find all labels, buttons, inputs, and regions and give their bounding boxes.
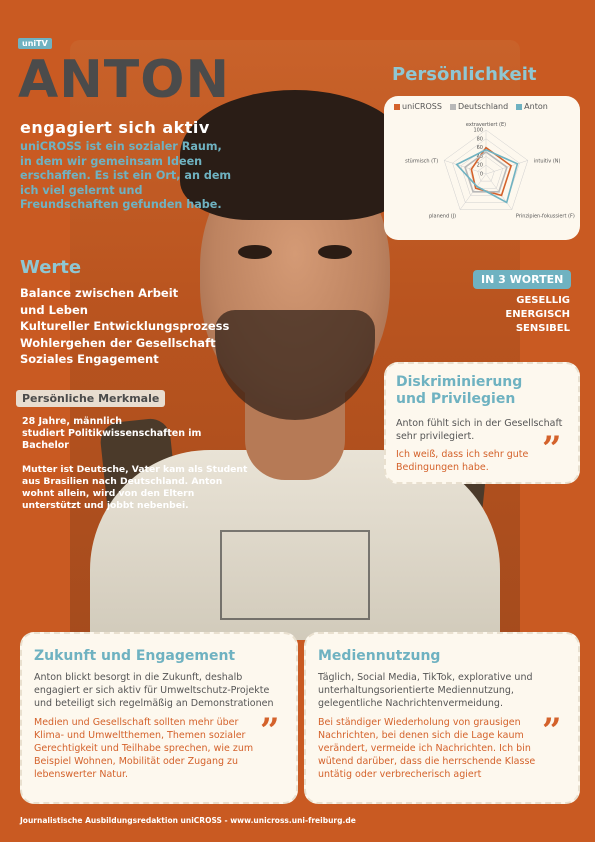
legend-item-deutschland: Deutschland <box>450 102 508 111</box>
merkmale-heading: Persönliche Merkmale <box>16 390 165 407</box>
werte-item: Wohlergehen der Gesellschaft <box>20 335 216 350</box>
werte-list <box>20 285 229 368</box>
werte-item: Balance zwischen Arbeit <box>20 286 179 300</box>
diskriminierung-text: Anton fühlt sich in der Gesellschaft sehr privilegiert. <box>396 418 563 442</box>
tick-label: 80 <box>476 136 483 143</box>
legend-item-unicross: uniCROSS <box>394 102 442 111</box>
tick-label: 40 <box>476 153 483 160</box>
tick-label: 20 <box>476 162 483 169</box>
word-item: GESELLIG <box>516 295 570 306</box>
axis-label: planend (J) <box>428 213 457 220</box>
werte-item: Soziales Engagement <box>20 352 159 366</box>
merkmale-line: studiert Politikwissenschaften im Bachelor <box>22 428 202 451</box>
merkmale-family: Mutter ist Deutsche, Vater kam als Student aus Brasilien nach Deutschland. Anton wohnt allein, wird von den Eltern unterstützt und jobbt nebenbei. <box>22 464 248 511</box>
tick-label: 0 <box>479 171 483 178</box>
in3worten-heading: IN 3 WORTEN <box>473 270 571 289</box>
brand-logo: uniTV <box>18 38 52 49</box>
merkmale-line: 28 Jahre, männlich <box>22 416 123 427</box>
personality-heading: Persönlichkeit <box>392 64 537 85</box>
zukunft-text: Anton blickt besorgt in die Zukunft, deshalb engagiert er sich aktiv für Umweltschutz-Projekte und beteiligt sich regelmäßig an Demonstrationen <box>34 672 274 709</box>
axis-label: extravertiert (E) <box>465 122 507 128</box>
axis-label: intuitiv (N) <box>533 158 561 165</box>
medien-card <box>304 632 580 804</box>
legend-item-anton: Anton <box>516 102 548 111</box>
word-item: ENERGISCH <box>505 309 570 320</box>
medien-quote: Bei ständiger Wiederholung von grausigen Nachrichten, bei denen sich die Lage kaum verändert, vermeide ich Nachrichten. Ich bin wütend darüber, dass die herrschende Klasse untätig oder verbrecherisch agiert <box>318 717 536 780</box>
werte-heading: Werte <box>20 257 82 278</box>
medien-heading: Mediennutzung <box>318 648 441 664</box>
zukunft-card <box>20 632 298 804</box>
quote-mark-icon: ” <box>260 711 280 751</box>
personality-chart-card <box>384 96 580 240</box>
diskriminierung-heading: Diskriminierung und Privilegien <box>396 374 523 407</box>
tagline: engagiert sich aktiv <box>20 118 210 137</box>
axis-label: stürmisch (T) <box>405 158 439 165</box>
page-title: ANTON <box>18 50 230 110</box>
radar-chart <box>386 112 582 240</box>
word-item: SENSIBEL <box>515 323 570 334</box>
zukunft-heading: Zukunft und Engagement <box>34 648 236 664</box>
merkmale-basic <box>22 416 232 452</box>
diskriminierung-card <box>384 362 580 484</box>
tick-label: 100 <box>473 127 483 134</box>
intro-quote: uniCROSS ist ein sozialer Raum, in dem wir gemeinsam Ideen erschaffen. Es ist ein Ort, an dem ich viel gelernt und Freundschaften gefunden habe. <box>20 140 232 211</box>
zukunft-quote: Medien und Gesellschaft sollten mehr über Klima- und Umweltthemen, Themen sozialer Gerechtigkeit und Teilhabe sprechen, wie zum Beispiel Wohnen, Mobilität oder Zugang zu lebenswerter Natur. <box>34 717 254 780</box>
axis-label: Prinzipien-fokussiert (F) <box>515 213 575 220</box>
diskriminierung-quote: Ich weiß, dass ich sehr gute Bedingungen habe. <box>396 449 529 473</box>
quote-mark-icon: ” <box>542 429 562 469</box>
chart-legend <box>394 102 548 111</box>
in3worten-list <box>470 294 570 336</box>
tick-label: 60 <box>476 145 483 152</box>
werte-item: und Leben <box>20 302 88 317</box>
medien-text: Täglich, Social Media, TikTok, explorative und unterhaltungsorientierte Mediennutzung, gelegentliche Nachrichtenvermeidung. <box>318 672 533 709</box>
footer-credit: Journalistische Ausbildungsredaktion uniCROSS - www.unicross.uni-freiburg.de <box>20 816 356 825</box>
quote-mark-icon: ” <box>542 711 562 751</box>
werte-item: Kultureller Entwicklungsprozess <box>20 319 230 333</box>
